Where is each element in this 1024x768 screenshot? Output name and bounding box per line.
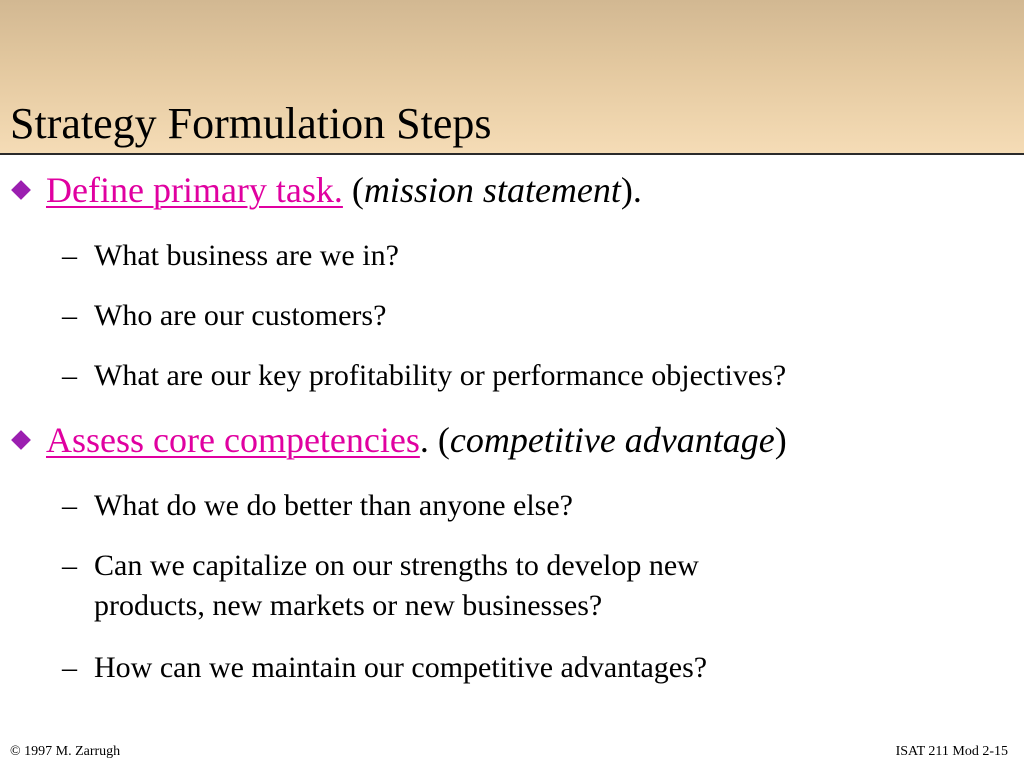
- sub-item-text: What do we do better than anyone else?: [94, 489, 573, 522]
- dash-marker: –: [62, 299, 77, 332]
- dash-marker: –: [62, 239, 77, 272]
- sub-item-text: Can we capitalize on our strengths to develop new: [94, 549, 699, 582]
- diamond-bullet-icon: [11, 180, 31, 200]
- copyright-footer: © 1997 M. Zarrugh: [10, 744, 121, 759]
- define-primary-task-link[interactable]: Define primary task.: [46, 170, 343, 210]
- diamond-bullet-icon: [11, 430, 31, 450]
- sub-item-text: What business are we in?: [94, 239, 399, 272]
- bullet-italic-term: mission statement: [363, 170, 621, 210]
- bullet-item: [14, 418, 787, 462]
- bullet-punctuation: (: [342, 170, 364, 210]
- bullet-punctuation: . (: [419, 420, 450, 460]
- sub-item: [62, 486, 573, 526]
- sub-item: [62, 648, 707, 688]
- slide-title: Strategy Formulation Steps: [10, 99, 492, 148]
- sub-item: [62, 296, 386, 336]
- bullet-item: [14, 168, 642, 212]
- dash-marker: –: [62, 651, 77, 684]
- dash-marker: –: [62, 489, 77, 522]
- slide-number-footer: ISAT 211 Mod 2-15: [895, 744, 1008, 759]
- sub-item-text: Who are our customers?: [94, 299, 387, 332]
- dash-marker: –: [62, 359, 77, 392]
- assess-core-competencies-link[interactable]: Assess core competencies: [46, 420, 420, 460]
- bullet-punctuation: ): [774, 420, 787, 460]
- sub-item: [62, 546, 699, 626]
- sub-item-text: products, new markets or new businesses?: [94, 589, 603, 622]
- sub-item-text: What are our key profitability or performance objectives?: [94, 359, 787, 392]
- sub-item: [62, 356, 786, 396]
- sub-item: [62, 236, 399, 276]
- sub-item-text: How can we maintain our competitive advantages?: [94, 651, 708, 684]
- dash-marker: –: [62, 549, 77, 582]
- bullet-punctuation: ).: [620, 170, 642, 210]
- title-divider: [0, 153, 1024, 155]
- bullet-italic-term: competitive advantage: [449, 420, 775, 460]
